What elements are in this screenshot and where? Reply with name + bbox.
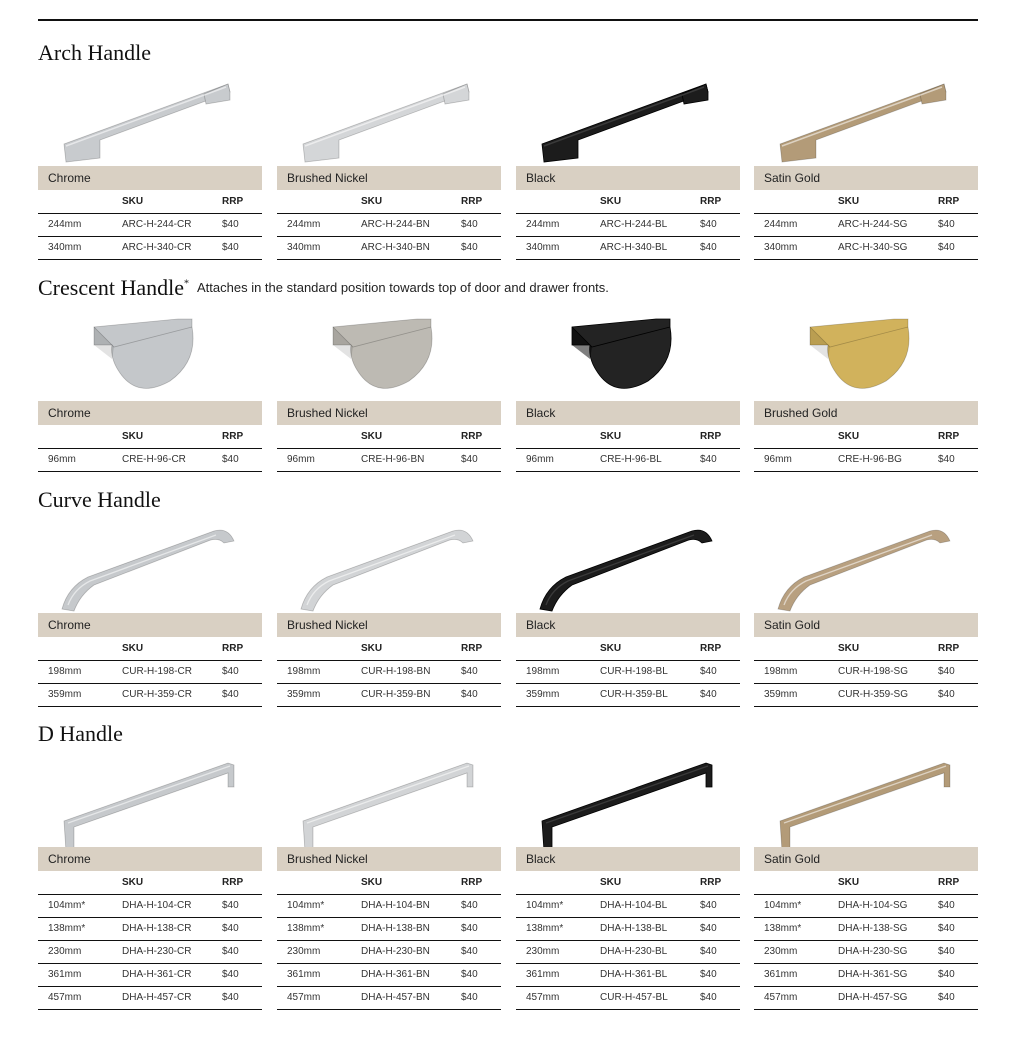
table-row bbox=[754, 940, 978, 963]
sku-cell: CUR-H-359-BN bbox=[361, 683, 461, 706]
size-cell: 138mm* bbox=[277, 917, 361, 940]
finish-label: Chrome bbox=[38, 613, 262, 637]
size-header bbox=[754, 425, 838, 448]
sku-cell: CUR-H-198-BN bbox=[361, 660, 461, 683]
table-row bbox=[277, 940, 501, 963]
size-cell: 457mm bbox=[277, 986, 361, 1009]
table-row bbox=[516, 236, 740, 259]
size-cell: 96mm bbox=[516, 448, 600, 471]
sku-table bbox=[38, 190, 262, 260]
sku-table bbox=[754, 425, 978, 472]
finish-label: Brushed Nickel bbox=[277, 401, 501, 425]
rrp-cell: $40 bbox=[700, 894, 740, 917]
sku-header: SKU bbox=[361, 190, 461, 213]
sku-cell: DHA-H-138-BN bbox=[361, 917, 461, 940]
finish-label: Brushed Nickel bbox=[277, 847, 501, 871]
sku-cell: DHA-H-138-BL bbox=[600, 917, 700, 940]
finish-column bbox=[516, 301, 740, 472]
finish-column bbox=[277, 747, 501, 1010]
table-header-row bbox=[754, 637, 978, 660]
finish-column bbox=[516, 66, 740, 260]
sku-cell: ARC-H-340-BL bbox=[600, 236, 700, 259]
rrp-cell: $40 bbox=[222, 448, 262, 471]
table-row bbox=[516, 213, 740, 236]
rrp-cell: $40 bbox=[461, 940, 501, 963]
sku-cell: ARC-H-340-BN bbox=[361, 236, 461, 259]
table-row bbox=[754, 236, 978, 259]
size-cell: 361mm bbox=[516, 963, 600, 986]
size-header bbox=[516, 190, 600, 213]
sku-table bbox=[277, 190, 501, 260]
table-row bbox=[38, 963, 262, 986]
rrp-cell: $40 bbox=[461, 448, 501, 471]
size-cell: 104mm* bbox=[38, 894, 122, 917]
size-cell: 104mm* bbox=[754, 894, 838, 917]
table-header-row bbox=[38, 637, 262, 660]
sku-cell: DHA-H-457-SG bbox=[838, 986, 938, 1009]
table-row bbox=[277, 660, 501, 683]
sku-cell: DHA-H-138-SG bbox=[838, 917, 938, 940]
size-cell: 340mm bbox=[754, 236, 838, 259]
finish-column bbox=[277, 301, 501, 472]
sku-table bbox=[754, 871, 978, 1010]
size-header bbox=[277, 637, 361, 660]
table-row bbox=[277, 963, 501, 986]
sku-cell: CRE-H-96-BN bbox=[361, 448, 461, 471]
table-row bbox=[38, 660, 262, 683]
sku-header: SKU bbox=[838, 190, 938, 213]
sku-cell: DHA-H-361-CR bbox=[122, 963, 222, 986]
sku-cell: DHA-H-104-BN bbox=[361, 894, 461, 917]
table-header-row bbox=[516, 190, 740, 213]
size-cell: 104mm* bbox=[516, 894, 600, 917]
table-header-row bbox=[754, 190, 978, 213]
rrp-cell: $40 bbox=[938, 917, 978, 940]
rrp-cell: $40 bbox=[222, 660, 262, 683]
sku-table bbox=[516, 190, 740, 260]
table-row bbox=[277, 986, 501, 1009]
rrp-header: RRP bbox=[461, 425, 501, 448]
sku-header: SKU bbox=[122, 190, 222, 213]
table-row bbox=[277, 448, 501, 471]
sku-cell: DHA-H-361-SG bbox=[838, 963, 938, 986]
sku-table bbox=[277, 425, 501, 472]
sku-cell: ARC-H-340-SG bbox=[838, 236, 938, 259]
section-title: Crescent Handle* Attaches in the standard position towards top of door and drawer fronts. bbox=[38, 275, 609, 300]
finish-label: Chrome bbox=[38, 847, 262, 871]
size-cell: 244mm bbox=[516, 213, 600, 236]
finish-column bbox=[516, 747, 740, 1010]
sku-cell: DHA-H-230-BL bbox=[600, 940, 700, 963]
size-header bbox=[277, 190, 361, 213]
table-row bbox=[277, 683, 501, 706]
finish-column bbox=[754, 747, 978, 1010]
table-row bbox=[516, 660, 740, 683]
size-cell: 198mm bbox=[754, 660, 838, 683]
sku-cell: CRE-H-96-CR bbox=[122, 448, 222, 471]
table-header-row bbox=[754, 871, 978, 894]
rrp-cell: $40 bbox=[461, 213, 501, 236]
rrp-cell: $40 bbox=[222, 986, 262, 1009]
sku-cell: CRE-H-96-BL bbox=[600, 448, 700, 471]
size-cell: 230mm bbox=[277, 940, 361, 963]
sku-cell: CUR-H-359-CR bbox=[122, 683, 222, 706]
rrp-header: RRP bbox=[222, 871, 262, 894]
table-row bbox=[754, 894, 978, 917]
size-cell: 340mm bbox=[516, 236, 600, 259]
table-row bbox=[754, 917, 978, 940]
rrp-cell: $40 bbox=[700, 940, 740, 963]
size-header bbox=[516, 425, 600, 448]
product-image bbox=[277, 747, 501, 847]
table-row bbox=[277, 236, 501, 259]
rrp-header: RRP bbox=[700, 425, 740, 448]
table-header-row bbox=[277, 425, 501, 448]
sku-header: SKU bbox=[838, 425, 938, 448]
product-image bbox=[516, 513, 740, 613]
table-row bbox=[38, 940, 262, 963]
size-cell: 230mm bbox=[38, 940, 122, 963]
size-cell: 96mm bbox=[38, 448, 122, 471]
sku-table bbox=[38, 425, 262, 472]
table-header-row bbox=[754, 425, 978, 448]
top-rule bbox=[38, 19, 978, 21]
sku-table bbox=[38, 637, 262, 707]
finish-column bbox=[38, 301, 262, 472]
finish-label: Brushed Nickel bbox=[277, 166, 501, 190]
product-image bbox=[516, 747, 740, 847]
size-cell: 244mm bbox=[277, 213, 361, 236]
rrp-header: RRP bbox=[222, 425, 262, 448]
section-1 bbox=[38, 275, 978, 465]
product-image bbox=[38, 66, 262, 166]
finish-label: Black bbox=[516, 166, 740, 190]
table-row bbox=[754, 683, 978, 706]
size-cell: 96mm bbox=[277, 448, 361, 471]
rrp-cell: $40 bbox=[700, 660, 740, 683]
size-cell: 198mm bbox=[516, 660, 600, 683]
sku-header: SKU bbox=[838, 637, 938, 660]
rrp-cell: $40 bbox=[938, 660, 978, 683]
table-row bbox=[516, 963, 740, 986]
table-row bbox=[754, 963, 978, 986]
product-image bbox=[516, 66, 740, 166]
section-title: D Handle bbox=[38, 721, 123, 746]
sku-cell: CRE-H-96-BG bbox=[838, 448, 938, 471]
table-row bbox=[516, 917, 740, 940]
section-3 bbox=[38, 721, 978, 1003]
rrp-cell: $40 bbox=[938, 683, 978, 706]
sku-table bbox=[754, 637, 978, 707]
table-row bbox=[516, 894, 740, 917]
sku-table bbox=[516, 637, 740, 707]
rrp-cell: $40 bbox=[461, 963, 501, 986]
product-image bbox=[754, 513, 978, 613]
size-cell: 138mm* bbox=[38, 917, 122, 940]
sku-cell: DHA-H-230-SG bbox=[838, 940, 938, 963]
size-cell: 359mm bbox=[38, 683, 122, 706]
rrp-header: RRP bbox=[222, 190, 262, 213]
rrp-cell: $40 bbox=[461, 894, 501, 917]
size-cell: 361mm bbox=[754, 963, 838, 986]
sku-header: SKU bbox=[122, 425, 222, 448]
sku-header: SKU bbox=[600, 190, 700, 213]
product-image bbox=[277, 513, 501, 613]
product-image bbox=[516, 301, 740, 401]
size-cell: 359mm bbox=[516, 683, 600, 706]
size-cell: 230mm bbox=[754, 940, 838, 963]
finish-column bbox=[38, 747, 262, 1010]
sku-cell: ARC-H-244-SG bbox=[838, 213, 938, 236]
sku-cell: ARC-H-244-BL bbox=[600, 213, 700, 236]
sku-cell: CUR-H-359-BL bbox=[600, 683, 700, 706]
sku-header: SKU bbox=[600, 637, 700, 660]
rrp-header: RRP bbox=[700, 190, 740, 213]
size-cell: 361mm bbox=[277, 963, 361, 986]
finish-column bbox=[38, 66, 262, 260]
table-header-row bbox=[516, 871, 740, 894]
rrp-cell: $40 bbox=[700, 683, 740, 706]
table-row bbox=[754, 986, 978, 1009]
product-image bbox=[754, 66, 978, 166]
rrp-cell: $40 bbox=[222, 940, 262, 963]
rrp-cell: $40 bbox=[461, 683, 501, 706]
sku-header: SKU bbox=[361, 425, 461, 448]
size-header bbox=[277, 425, 361, 448]
size-cell: 359mm bbox=[754, 683, 838, 706]
rrp-cell: $40 bbox=[461, 236, 501, 259]
table-row bbox=[38, 213, 262, 236]
rrp-cell: $40 bbox=[938, 213, 978, 236]
sku-cell: DHA-H-361-BN bbox=[361, 963, 461, 986]
sku-cell: CUR-H-359-SG bbox=[838, 683, 938, 706]
sku-table bbox=[277, 871, 501, 1010]
sku-header: SKU bbox=[361, 637, 461, 660]
sku-cell: ARC-H-244-BN bbox=[361, 213, 461, 236]
rrp-cell: $40 bbox=[938, 236, 978, 259]
table-row bbox=[516, 683, 740, 706]
finish-column bbox=[754, 66, 978, 260]
size-cell: 361mm bbox=[38, 963, 122, 986]
table-row bbox=[516, 448, 740, 471]
table-row bbox=[38, 917, 262, 940]
sku-cell: DHA-H-104-BL bbox=[600, 894, 700, 917]
finish-label: Brushed Nickel bbox=[277, 613, 501, 637]
size-cell: 244mm bbox=[38, 213, 122, 236]
table-row bbox=[277, 213, 501, 236]
section-2 bbox=[38, 487, 978, 700]
finish-column bbox=[754, 513, 978, 707]
product-image bbox=[754, 747, 978, 847]
rrp-cell: $40 bbox=[700, 963, 740, 986]
table-row bbox=[38, 236, 262, 259]
rrp-header: RRP bbox=[222, 637, 262, 660]
rrp-cell: $40 bbox=[222, 917, 262, 940]
table-row bbox=[754, 660, 978, 683]
sku-cell: DHA-H-138-CR bbox=[122, 917, 222, 940]
rrp-cell: $40 bbox=[461, 986, 501, 1009]
sku-cell: DHA-H-104-CR bbox=[122, 894, 222, 917]
size-header bbox=[38, 190, 122, 213]
rrp-cell: $40 bbox=[700, 448, 740, 471]
size-header bbox=[754, 871, 838, 894]
section-title: Curve Handle bbox=[38, 487, 161, 512]
finish-label: Black bbox=[516, 613, 740, 637]
rrp-header: RRP bbox=[938, 637, 978, 660]
sku-table bbox=[516, 871, 740, 1010]
rrp-header: RRP bbox=[700, 637, 740, 660]
product-image bbox=[38, 301, 262, 401]
sku-cell: ARC-H-244-CR bbox=[122, 213, 222, 236]
rrp-cell: $40 bbox=[938, 963, 978, 986]
finish-column bbox=[277, 66, 501, 260]
rrp-cell: $40 bbox=[222, 963, 262, 986]
size-header bbox=[38, 425, 122, 448]
finish-label: Black bbox=[516, 401, 740, 425]
rrp-cell: $40 bbox=[938, 986, 978, 1009]
product-image bbox=[38, 513, 262, 613]
table-row bbox=[38, 986, 262, 1009]
sku-cell: CUR-H-198-BL bbox=[600, 660, 700, 683]
size-cell: 457mm bbox=[754, 986, 838, 1009]
rrp-cell: $40 bbox=[700, 213, 740, 236]
finish-column bbox=[754, 301, 978, 472]
sku-header: SKU bbox=[838, 871, 938, 894]
table-row bbox=[277, 917, 501, 940]
sku-cell: CUR-H-457-BL bbox=[600, 986, 700, 1009]
rrp-cell: $40 bbox=[461, 917, 501, 940]
size-cell: 230mm bbox=[516, 940, 600, 963]
sku-cell: ARC-H-340-CR bbox=[122, 236, 222, 259]
sku-cell: DHA-H-104-SG bbox=[838, 894, 938, 917]
table-row bbox=[516, 986, 740, 1009]
size-header bbox=[277, 871, 361, 894]
size-header bbox=[754, 190, 838, 213]
finish-label: Brushed Gold bbox=[754, 401, 978, 425]
rrp-header: RRP bbox=[938, 425, 978, 448]
table-header-row bbox=[516, 637, 740, 660]
table-header-row bbox=[38, 871, 262, 894]
sku-cell: CUR-H-198-CR bbox=[122, 660, 222, 683]
size-cell: 340mm bbox=[277, 236, 361, 259]
size-cell: 457mm bbox=[516, 986, 600, 1009]
rrp-cell: $40 bbox=[938, 940, 978, 963]
sku-table bbox=[516, 425, 740, 472]
section-note: Attaches in the standard position towards top of door and drawer fronts. bbox=[197, 280, 609, 295]
finish-label: Satin Gold bbox=[754, 613, 978, 637]
sku-cell: DHA-H-457-BN bbox=[361, 986, 461, 1009]
sku-header: SKU bbox=[600, 871, 700, 894]
rrp-header: RRP bbox=[938, 190, 978, 213]
table-row bbox=[38, 683, 262, 706]
finish-label: Chrome bbox=[38, 401, 262, 425]
product-image bbox=[754, 301, 978, 401]
sku-table bbox=[38, 871, 262, 1010]
sku-table bbox=[754, 190, 978, 260]
table-row bbox=[38, 448, 262, 471]
sku-cell: DHA-H-361-BL bbox=[600, 963, 700, 986]
table-row bbox=[754, 448, 978, 471]
size-cell: 96mm bbox=[754, 448, 838, 471]
size-cell: 340mm bbox=[38, 236, 122, 259]
rrp-cell: $40 bbox=[461, 660, 501, 683]
size-header bbox=[38, 871, 122, 894]
size-header bbox=[516, 637, 600, 660]
size-cell: 138mm* bbox=[754, 917, 838, 940]
table-row bbox=[38, 894, 262, 917]
table-row bbox=[277, 894, 501, 917]
sku-header: SKU bbox=[122, 871, 222, 894]
rrp-cell: $40 bbox=[700, 986, 740, 1009]
product-image bbox=[38, 747, 262, 847]
size-header bbox=[754, 637, 838, 660]
finish-column bbox=[38, 513, 262, 707]
table-header-row bbox=[516, 425, 740, 448]
sku-cell: CUR-H-198-SG bbox=[838, 660, 938, 683]
size-cell: 359mm bbox=[277, 683, 361, 706]
rrp-header: RRP bbox=[461, 637, 501, 660]
sku-cell: DHA-H-457-CR bbox=[122, 986, 222, 1009]
table-header-row bbox=[277, 190, 501, 213]
rrp-cell: $40 bbox=[222, 236, 262, 259]
table-header-row bbox=[277, 871, 501, 894]
rrp-header: RRP bbox=[461, 190, 501, 213]
finish-label: Satin Gold bbox=[754, 847, 978, 871]
finish-label: Satin Gold bbox=[754, 166, 978, 190]
rrp-cell: $40 bbox=[222, 213, 262, 236]
size-header bbox=[516, 871, 600, 894]
table-header-row bbox=[38, 425, 262, 448]
size-header bbox=[38, 637, 122, 660]
rrp-cell: $40 bbox=[938, 448, 978, 471]
sku-cell: DHA-H-230-BN bbox=[361, 940, 461, 963]
finish-column bbox=[516, 513, 740, 707]
table-header-row bbox=[277, 637, 501, 660]
rrp-header: RRP bbox=[938, 871, 978, 894]
section-0 bbox=[38, 40, 978, 253]
sku-header: SKU bbox=[361, 871, 461, 894]
size-cell: 138mm* bbox=[516, 917, 600, 940]
finish-column bbox=[277, 513, 501, 707]
rrp-cell: $40 bbox=[700, 236, 740, 259]
sku-header: SKU bbox=[122, 637, 222, 660]
rrp-cell: $40 bbox=[222, 894, 262, 917]
sku-cell: DHA-H-230-CR bbox=[122, 940, 222, 963]
finish-label: Black bbox=[516, 847, 740, 871]
rrp-cell: $40 bbox=[938, 894, 978, 917]
finish-label: Chrome bbox=[38, 166, 262, 190]
table-row bbox=[516, 940, 740, 963]
size-cell: 104mm* bbox=[277, 894, 361, 917]
table-header-row bbox=[38, 190, 262, 213]
size-cell: 457mm bbox=[38, 986, 122, 1009]
size-cell: 198mm bbox=[38, 660, 122, 683]
size-cell: 198mm bbox=[277, 660, 361, 683]
size-cell: 244mm bbox=[754, 213, 838, 236]
section-title: Arch Handle bbox=[38, 40, 152, 65]
sku-table bbox=[277, 637, 501, 707]
sku-header: SKU bbox=[600, 425, 700, 448]
rrp-header: RRP bbox=[700, 871, 740, 894]
table-row bbox=[754, 213, 978, 236]
product-image bbox=[277, 301, 501, 401]
rrp-header: RRP bbox=[461, 871, 501, 894]
rrp-cell: $40 bbox=[222, 683, 262, 706]
product-image bbox=[277, 66, 501, 166]
rrp-cell: $40 bbox=[700, 917, 740, 940]
title-mark: * bbox=[184, 278, 189, 290]
